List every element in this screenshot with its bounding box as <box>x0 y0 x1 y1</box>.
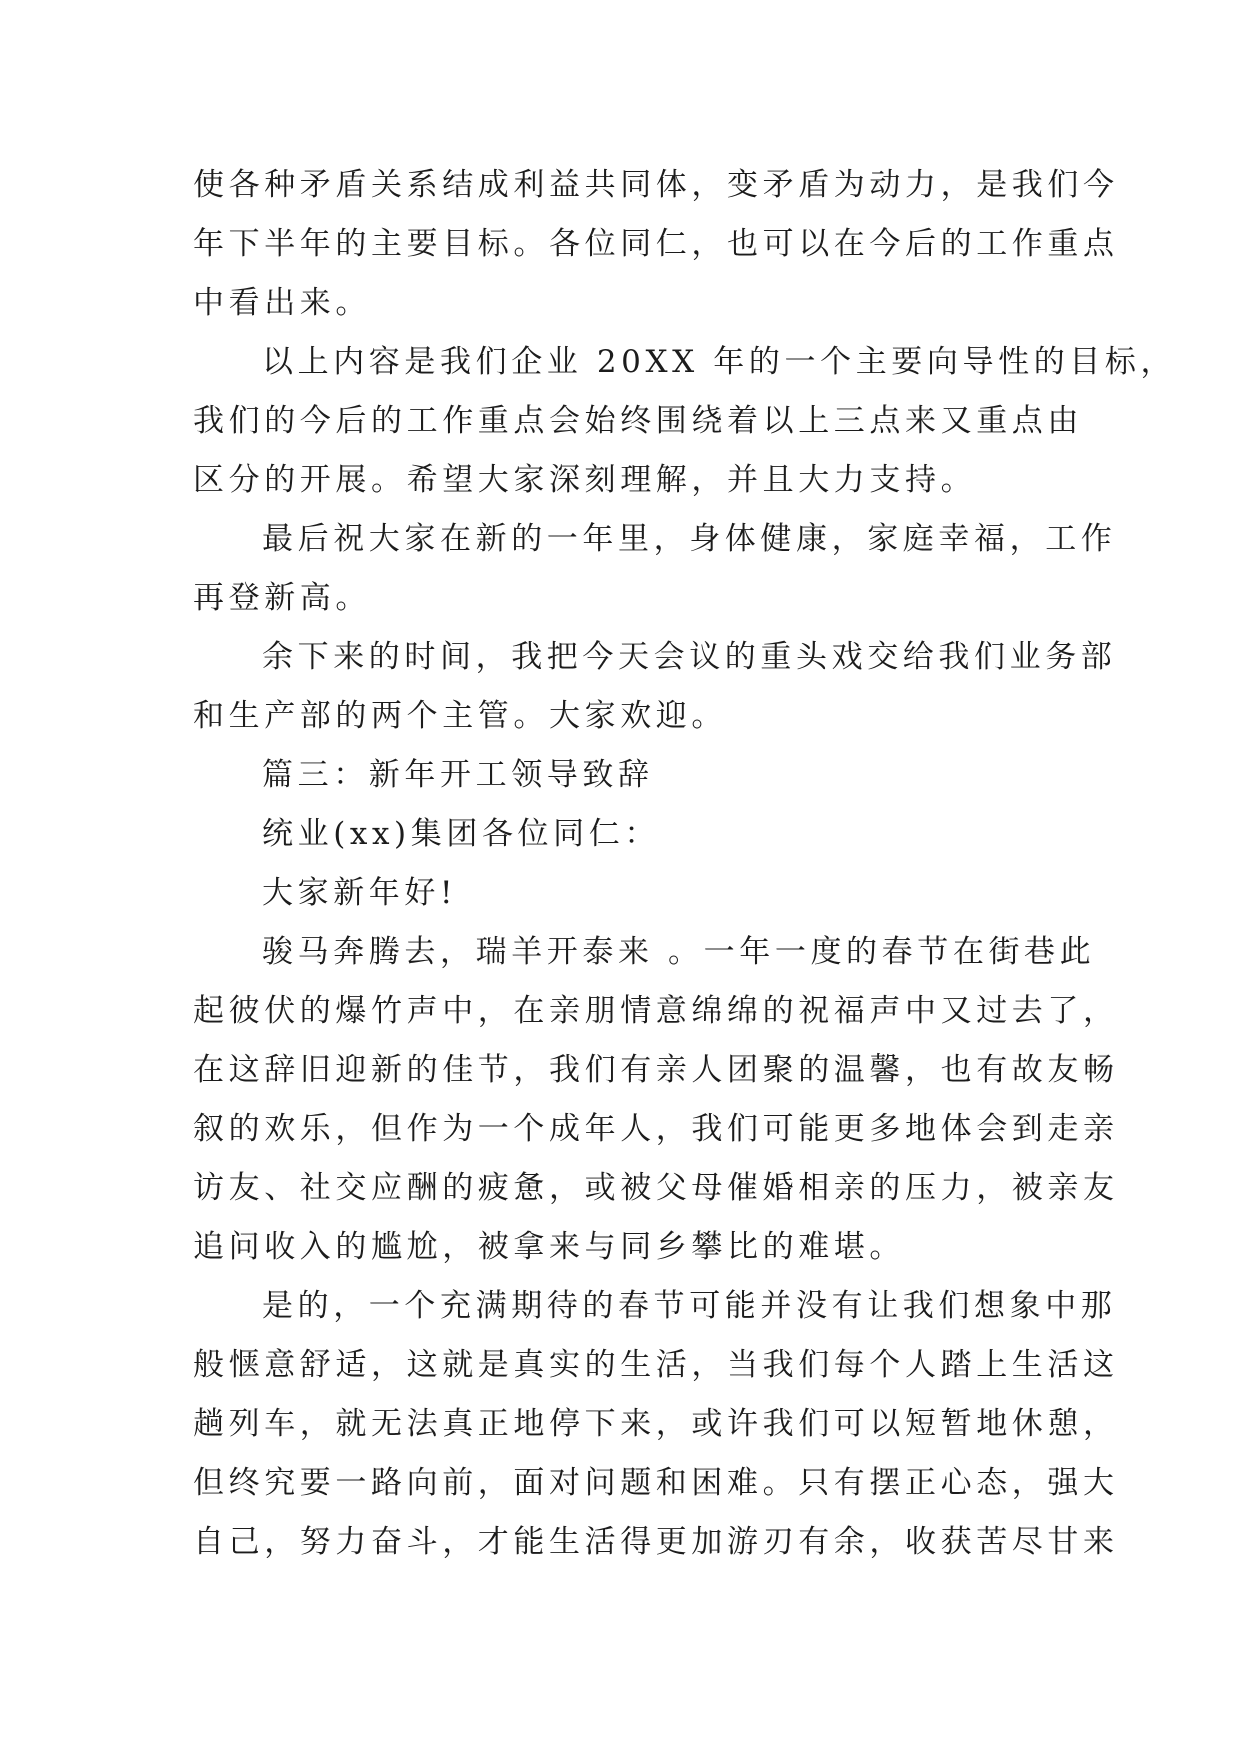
text-line: 是的，一个充满期待的春节可能并没有让我们想象中那 <box>262 1288 1117 1324</box>
text-line: 我们的今后的工作重点会始终围绕着以上三点来又重点由 <box>193 403 1083 439</box>
text-line: 趟列车，就无法真正地停下来，或许我们可以短暂地休憩， <box>193 1406 1119 1442</box>
text-line: 篇三：新年开工领导致辞 <box>262 757 654 793</box>
text-line: 和生产部的两个主管。大家欢迎。 <box>193 698 727 734</box>
text-line: 在这辞旧迎新的佳节，我们有亲人团聚的温馨，也有故友畅 <box>193 1052 1119 1088</box>
text-line: 访友、社交应酬的疲惫，或被父母催婚相亲的压力，被亲友 <box>193 1170 1119 1206</box>
text-line: 大家新年好! <box>262 875 458 911</box>
text-line: 统业(xx)集团各位同仁： <box>262 816 660 852</box>
text-line: 再登新高。 <box>193 580 371 616</box>
text-line: 自己，努力奋斗，才能生活得更加游刃有余，收获苦尽甘来 <box>193 1524 1119 1560</box>
text-line: 叙的欢乐，但作为一个成年人，我们可能更多地体会到走亲 <box>193 1111 1119 1147</box>
text-line: 起彼伏的爆竹声中，在亲朋情意绵绵的祝福声中又过去了， <box>193 993 1119 1029</box>
text-line: 年下半年的主要目标。各位同仁，也可以在今后的工作重点 <box>193 226 1119 262</box>
text-line: 追问收入的尴尬，被拿来与同乡攀比的难堪。 <box>193 1229 905 1265</box>
text-line: 最后祝大家在新的一年里，身体健康，家庭幸福，工作 <box>262 521 1117 557</box>
text-line: 区分的开展。希望大家深刻理解，并且大力支持。 <box>193 462 977 498</box>
document-body <box>193 156 1177 1572</box>
text-line: 但终究要一路向前，面对问题和困难。只有摆正心态，强大 <box>193 1465 1119 1501</box>
text-line: 使各种矛盾关系结成利益共同体，变矛盾为动力，是我们今 <box>193 167 1119 203</box>
text-line: 中看出来。 <box>193 285 371 321</box>
text-line: 以上内容是我们企业 20XX 年的一个主要向导性的目标， <box>262 344 1177 380</box>
text-line: 余下来的时间，我把今天会议的重头戏交给我们业务部 <box>262 639 1117 675</box>
text-line: 般惬意舒适，这就是真实的生活，当我们每个人踏上生活这 <box>193 1347 1119 1383</box>
text-line: 骏马奔腾去，瑞羊开泰来 。一年一度的春节在街巷此 <box>262 934 1096 970</box>
